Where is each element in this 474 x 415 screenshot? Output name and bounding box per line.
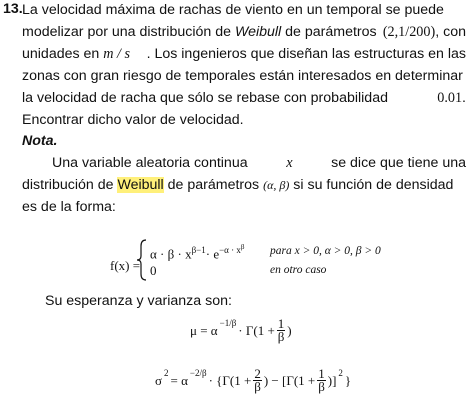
problem-line-1 [22, 0, 466, 20]
nota-params: (α, β) [263, 178, 290, 192]
weibull-highlight: Weibull [117, 177, 164, 193]
problem-line-5-c: . [462, 90, 466, 106]
problem-line-4 [22, 66, 466, 86]
problem-line-2 [22, 22, 466, 42]
problem-line-3-a: unidades en [22, 46, 104, 62]
variance-fraction-2: $\frac{1}{\beta}$ [318, 366, 325, 394]
problem-line-3-c: . Los ingenieros que diseñan las estructuras en las [146, 46, 466, 62]
problem-line-6-text: Encontrar dicho valor de velocidad. [22, 112, 244, 128]
nota-line-1-a: Una variable aleatoria continua [52, 155, 248, 171]
moments-intro: Su esperanza y varianza son: [45, 293, 232, 309]
nota-line-1-c: se dice que tiene una [331, 155, 466, 171]
variance-formula: σ $^2$ = α $^{-2/\beta}$ · {Γ(1 + $\frac{2}{\beta}$ ) − [Γ(1 + $\frac{1}{\beta}$ )] $^2$ } [155, 366, 352, 394]
units: m / s [103, 46, 131, 62]
problem-line-2-e: , con [435, 24, 466, 40]
density-fx: f(x) = [110, 258, 141, 273]
problem-line-2-c: de parámetros [281, 24, 377, 40]
condition-1: para x > 0, α > 0, β > 0 [270, 245, 381, 257]
nota-line-2 [22, 175, 453, 195]
mean-formula: μ = α $^{-1/\beta}$ · Γ(1 + $\frac{1}{\beta}$ ) [190, 316, 292, 344]
nota-line-2-c: de parámetros [163, 177, 264, 193]
weibull-term: Weibull [234, 24, 282, 40]
problem-line-6 [22, 110, 244, 130]
problem-line-1-text: La velocidad máxima de rachas de viento en un temporal se puede [22, 2, 444, 18]
problem-number: 13. [3, 1, 23, 17]
variable-x: x [286, 155, 293, 171]
variance-fraction-1: $\frac{2}{\beta}$ [254, 366, 261, 394]
nota-line-1 [52, 153, 466, 173]
problem-line-5-a: la velocidad de racha que sólo se rebase con probabilidad [22, 90, 388, 106]
problem-line-5 [22, 88, 466, 108]
problem-line-2-a: modelizar por una distribución de [22, 24, 235, 40]
mean-fraction: $\frac{1}{\beta}$ [277, 316, 285, 344]
density-case-2: 0 [150, 263, 157, 278]
nota-heading: Nota. [22, 133, 58, 149]
condition-2: en otro caso [270, 264, 327, 276]
probability-value: 0.01 [437, 90, 463, 106]
nota-line-2-e: si su función de densidad [289, 177, 454, 193]
nota-line-2-a: distribución de [22, 177, 118, 193]
nota-line-3: es de la forma: [22, 199, 116, 215]
problem-line-3 [22, 44, 466, 64]
density-brace [136, 238, 148, 282]
problem-line-4-text: zonas con gran riesgo de temporales están interesados en determinar [22, 68, 463, 84]
density-case-1: $\alpha \cdot \beta \cdot x^{\beta-1}\cdot e^{-\alpha \cdot x^\beta}$ [150, 243, 245, 262]
weibull-params: (2,1/200) [382, 24, 436, 40]
